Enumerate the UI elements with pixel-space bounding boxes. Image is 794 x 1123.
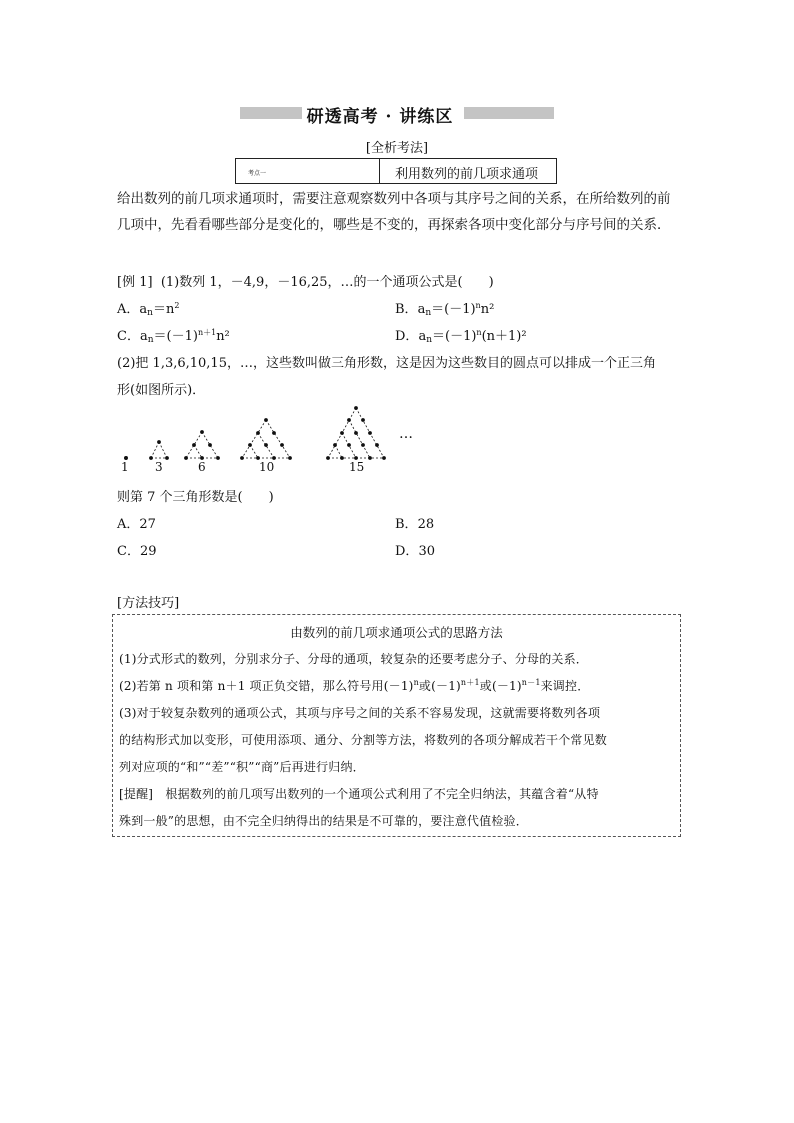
triangle-label-3: 3	[155, 460, 163, 474]
example-1-question-1	[117, 271, 494, 290]
tip-label: [提醒]	[119, 787, 154, 801]
triangle-6	[185, 431, 220, 460]
method-label: [方法技巧]	[117, 596, 180, 611]
method-title: 由数列的前几项求通项公式的思路方法	[290, 625, 503, 640]
method-item-3-line-1: (3)对于较复杂数列的通项公式，其项与序号之间的关系不容易发现，这就需要将数列各项	[119, 706, 601, 720]
method-item-3-line-3: 列对应项的“和”“差”“积”“商”后再进行归纳．	[119, 760, 365, 774]
method-box	[112, 614, 681, 837]
triangle-ellipsis: …	[399, 426, 413, 442]
question-2-line-1: (2)把 1,3,6,10,15，…，这些数叫做三角形数，这是因为这些数目的圆点可以排成一个正三角	[117, 356, 656, 371]
q2-option-a: A．27	[117, 517, 156, 532]
page-title: 研透高考 · 讲练区	[306, 107, 454, 127]
triangle-10	[241, 419, 292, 460]
triangle-label-10: 10	[259, 460, 275, 474]
example-label: [例 1]	[117, 275, 153, 290]
section-label: [全析考法]	[365, 141, 429, 156]
q2-option-c: C．29	[117, 544, 157, 559]
triangle-15	[327, 407, 386, 460]
topic-title: 利用数列的前几项求通项	[395, 167, 539, 182]
question-2-prompt: 则第 7 个三角形数是( )	[117, 490, 274, 505]
method-tip-line-1: [提醒] 根据数列的前几项写出数列的一个通项公式利用了不完全归纳法，其蕴含着“从特	[119, 787, 599, 801]
banner-bar-left	[240, 107, 302, 119]
q2-option-d: D．30	[395, 544, 435, 559]
banner-bar-right	[464, 107, 554, 119]
option-d: D．$a_n=(-1)^n(n+1)^2$	[395, 328, 527, 345]
triangle-3	[150, 441, 169, 460]
topic-tag: 考点一	[236, 159, 380, 183]
option-a: A．$a_n=n^2$	[117, 301, 180, 318]
method-item-1: (1)分式形式的数列，分别求分子、分母的通项，较复杂的还要考虑分子、分母的关系．	[119, 652, 589, 666]
q2-option-b: B．28	[395, 517, 435, 532]
triangle-label-6: 6	[198, 460, 206, 474]
triangle-label-1: 1	[121, 460, 129, 474]
question-1-text: (1)数列 1，－4,9，－16,25，…的一个通项公式是( )	[160, 275, 494, 290]
topic-box	[235, 158, 557, 184]
intro-paragraph: 给出数列的前几项求通项时，需要注意观察数列中各项与其序号之间的关系，在所给数列的前几项中，先看看哪些部分是变化的，哪些是不变的，再探索各项中变化部分与序号间的关系．	[117, 191, 671, 233]
question-2-line-2: 形(如图所示)．	[117, 383, 206, 398]
triangle-label-15: 15	[349, 460, 365, 474]
option-c: C．$a_n=(-1)^{n+1}n^2$	[117, 328, 230, 345]
method-tip-line-2: 殊到一般”的思想，由不完全归纳得出的结果是不可靠的，要注意代值检验．	[119, 814, 528, 828]
method-item-3-line-2: 的结构形式加以变形，可使用添项、通分、分割等方法，将数列的各项分解成若干个常见数	[119, 733, 608, 747]
option-b: B．$a_n=(-1)^nn^2$	[395, 301, 495, 318]
method-item-2: (2)若第 n 项和第 n＋1 项正负交错，那么符号用$(-1)^n$或$(-1)^{n+1}$或$(-1)^{n-1}$来调控．	[119, 678, 590, 693]
